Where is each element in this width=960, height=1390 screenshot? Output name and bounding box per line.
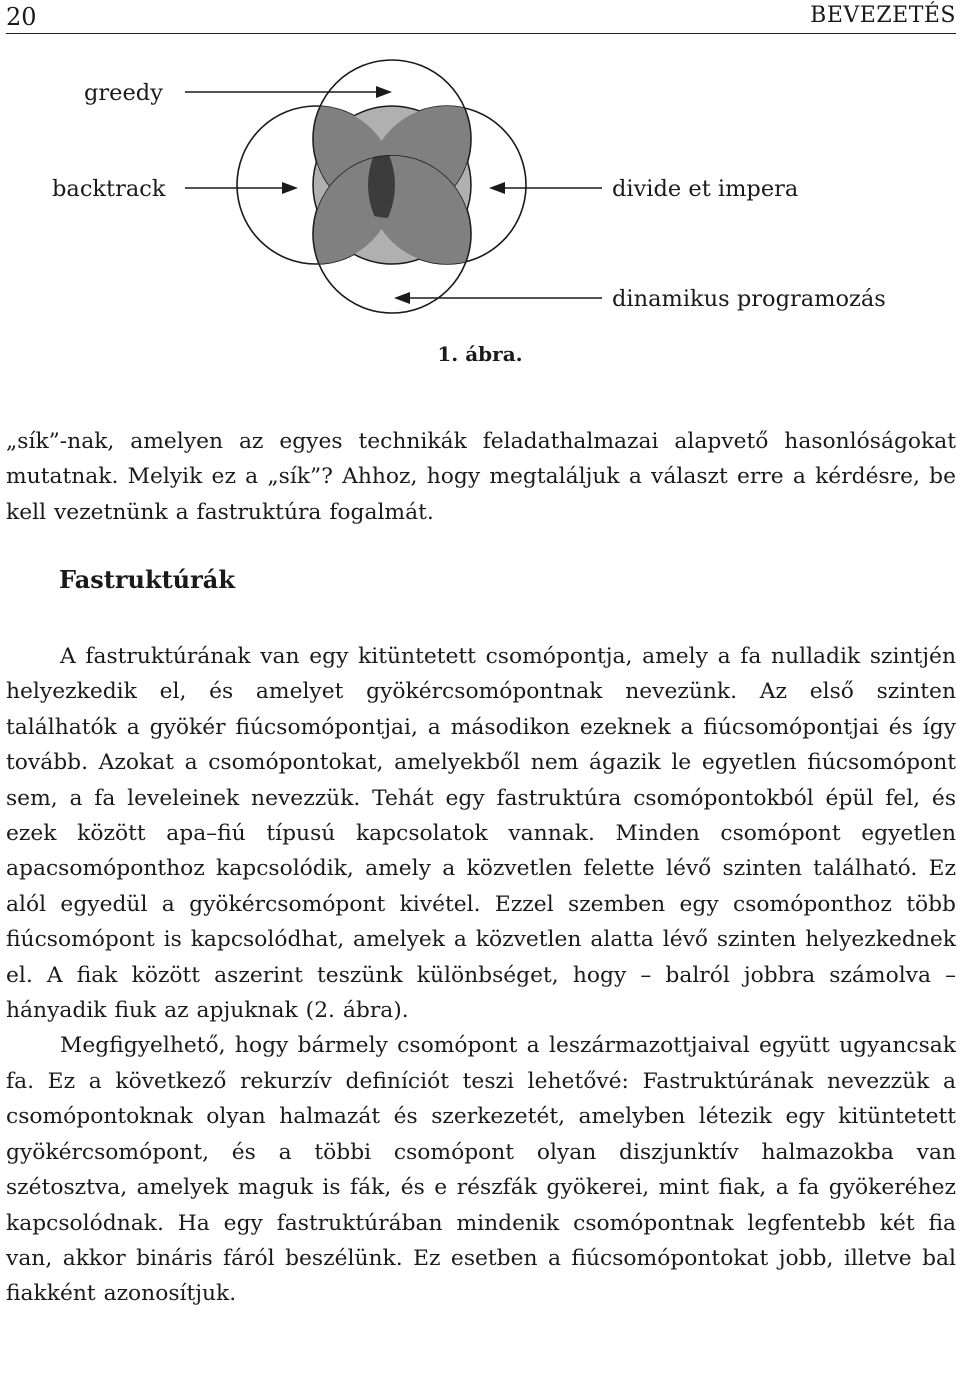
shaded-regions [313, 60, 471, 313]
venn-svg [0, 40, 960, 380]
label-dinamikus-programozas: dinamikus programozás [612, 286, 886, 312]
label-backtrack: backtrack [52, 176, 166, 202]
body-paragraph-1: A fastruktúrának van egy kitüntetett csomópontja, amely a fa nulladik szintjén helyezkedik el, és amelyet gyökércsomópontnak nevezünk. Az első szinten találhatók a gyökér fiúcsomópontjai, a másodikon ezeknek a fiúcsomópontjai és így tovább. Azokat a csomópontokat, amelyekből nem ágazik le egyetlen fiúcsomópont sem, a fa leveleinek nevezzük. Tehát egy fastruktúra csomópontokból épül fel, és ezek között apa–fiú típusú kapcsolatok vannak. Minden csomópont egyetlen apacsomóponthoz kapcsolódik, amely a közvetlen felette lévő szinten található. Ez alól egyedül a gyökércsomópont kivétel. Ezzel szemben egy csomóponthoz több fiúcsomópont is kapcsolódhat, amelyek a közvetlen alatta lévő szinten helyezkednek el. A fiak között aszerint teszünk különbséget, hogy – balról jobbra számolva – hányadik fiuk az apjuknak (2. ábra). [6, 644, 956, 1024]
figure-caption: 1. ábra. [437, 342, 523, 366]
label-divide-et-impera: divide et impera [612, 176, 799, 202]
body-paragraph-2: Megfigyelhető, hogy bármely csomópont a leszármazottjaival együtt ugyancsak fa. Ez a következő rekurzív definíciót teszi lehetővé: Fastruktúrának nevezzük a csomópontoknak olyan halmazát és szerkezetét, amelyben létezik egy kitüntetett gyökércsomópont, és a többi csomópont olyan diszjunktív halmazokba van szétosztva, amelyek maguk is fák, és e részfák gyökerei, mint fiak, a fa gyökeréhez kapcsolódnak. Ha egy fastruktúrában mindenik csomópontnak legfentebb két fia van, akkor bináris fáról beszélünk. Ez esetben a fiúcsomópontokat jobb, illetve bal fiakként azonosítjuk. [6, 1033, 956, 1307]
figure-venn-diagram [0, 40, 960, 380]
arrow-dynamic [394, 292, 602, 304]
header-rule [6, 33, 956, 34]
arrow-greedy [185, 86, 392, 98]
arrow-divide [489, 182, 602, 194]
label-greedy: greedy [84, 80, 163, 106]
section-title: Fastruktúrák [59, 565, 235, 594]
running-title: BEVEZETÉS [810, 3, 956, 28]
page-header [6, 0, 956, 34]
intro-text [6, 424, 956, 530]
intro-paragraph: „sík”-nak, amelyen az egyes technikák feladathalmazai alapvető hasonlóságokat mutatnak. Melyik ez a „sík”? Ahhoz, hogy megtaláljuk a választ erre a kérdésre, be kell vezetnünk a fastruktúra fogalmát. [6, 429, 956, 525]
page-number: 20 [6, 3, 37, 31]
section-body [6, 639, 956, 1312]
arrow-backtrack [185, 182, 298, 194]
